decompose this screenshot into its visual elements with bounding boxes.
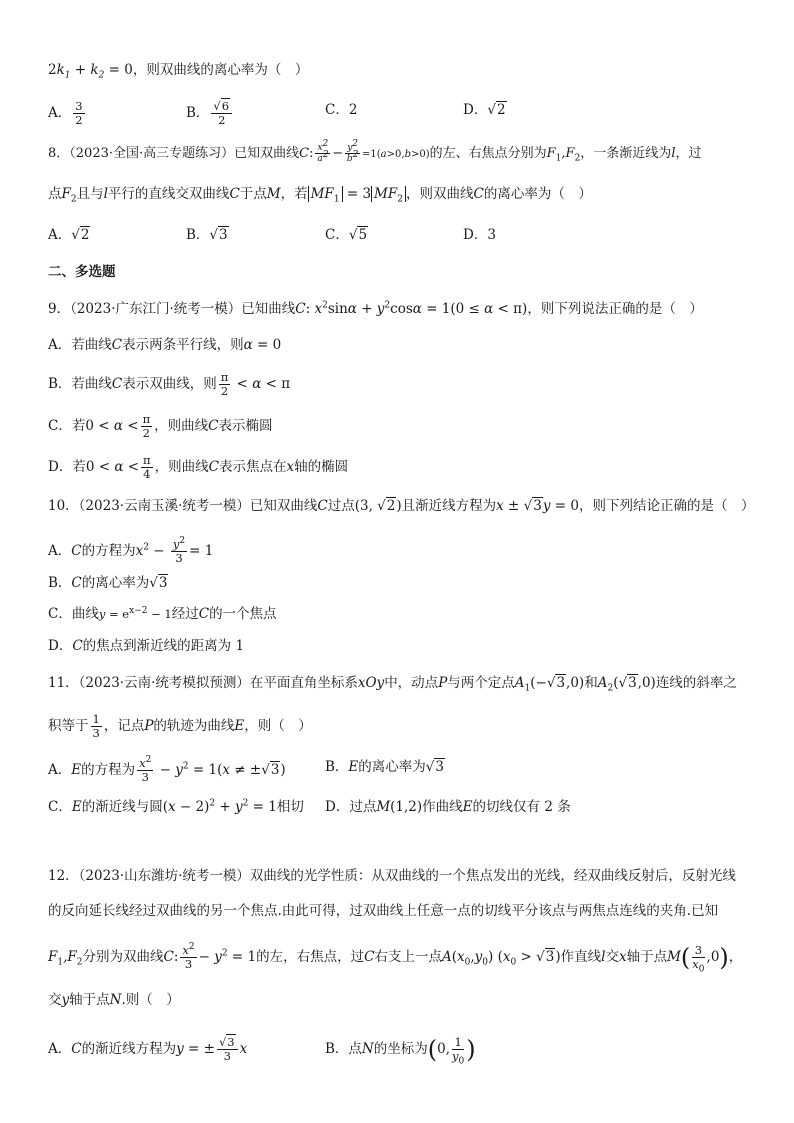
q8-line-1: 8．（2023·全国·高三专题练习）已知双曲线C: $\frac{x^2}{a^2}$ − $\frac{y^2}{b^2}$ =1(a>0,b>0)的左、右焦点分别为$F_1,F_2$，一条渐近线为l，过 [48, 139, 702, 164]
q8-hyperbola-equation: C: $\frac{x^2}{a^2}$ − $\frac{y^2}{b^2}$ =1(a>0,b>0) [299, 139, 430, 164]
q11-option-b: B．E的离心率为√3 [325, 759, 444, 775]
q10-option-b: B．C的离心率为√3 [48, 575, 168, 591]
q12-stem-line-2: 的反向延长线经过双曲线的另一个焦点.由此可得，过双曲线上任意一点的切线平分该点与两焦点连线的夹角.已知 [48, 903, 719, 919]
q11-option-d: D．过点M(1,2)作曲线E的切线仅有 2 条 [325, 799, 571, 815]
q8-option-c: C．√5 [325, 227, 368, 243]
q8-option-a: A．√2 [48, 227, 90, 243]
q8-line-2: 点$F_2$且与l平行的直线交双曲线C于点M，若 $MF_1 = 3$ $MF_2$ ，则双曲线C的离心率为（ ） [48, 186, 592, 205]
q7-condition-formula: $2k_1 + k_2 = 0$ [48, 62, 133, 81]
q10-option-c: C．曲线$y = e^{x-2} - 1$经过C的一个焦点 [48, 606, 277, 622]
q11-option-c: C．E的渐近线与圆$(x - 2)^2 + y^2 = 1$相切 [48, 798, 304, 815]
q9-stem: 9．（2023·广东江门·统考一模）已知曲线C: $x^2\sin\alpha + y^2\cos\alpha = 1(0 \le \alpha < \pi)$，则下列说法正确的是（ ） [48, 300, 703, 317]
q8-distance-condition: $MF_1 = 3$ $MF_2$ [308, 186, 406, 202]
q12-stem-line-4: 交y轴于点N.则（ ） [48, 992, 180, 1008]
q9-curve-equation: C: $x^2\sin\alpha + y^2\cos\alpha = 1(0 \le \alpha < \pi)$ [295, 300, 528, 317]
q9-option-d: D．若0 < α < $\frac{\pi}{4}$ ，则曲线C表示焦点在x轴的椭圆 [48, 453, 349, 481]
q11-stem-line-1: 11．（2023·云南·统考模拟预测）在平面直角坐标系xOy中，动点P与两个定点$A_1(-√3,0)$和$A_2(√3,0)$连线的斜率之 [48, 675, 737, 694]
q9-option-b: B．若曲线C表示双曲线，则 $\frac{\pi}{2}$ < α < π [48, 370, 291, 398]
q7-a-fraction: $\frac{3}{2}$ [75, 99, 83, 127]
q10-stem: 10．（2023·云南玉溪·统考一模）已知双曲线C过点(3, √2)且渐近线方程为x ± √3y = 0，则下列结论正确的是（ ） [48, 498, 755, 514]
section-heading: 二、多选题 [48, 264, 116, 280]
q12-option-a: A．C的渐近线方程为y = ± $\frac{√3}{3}$ x [48, 1035, 248, 1063]
q8-option-b: B．√3 [186, 227, 228, 243]
q7-b-fraction: $\frac{√6}{2}$ [211, 100, 232, 127]
q7-option-a: A． $\frac{3}{2}$ [48, 99, 83, 127]
q10-option-d: D．C的焦点到渐近线的距离为 1 [48, 638, 245, 654]
q11-option-a: A．E的方程为 $\frac{x^2}{3}$ − $y^2 = 1(x \ne \pm√3)$ [48, 755, 286, 784]
q9-option-a: A．若曲线C表示两条平行线，则α = 0 [48, 337, 282, 353]
q7-option-d: D．√2 [463, 102, 506, 118]
q12-stem-line-1: 12．（2023·山东潍坊·统考一模）双曲线的光学性质：从双曲线的一个焦点发出的光线，经双曲线反射后，反射光线 [48, 868, 736, 884]
q10-option-a: A．C的方程为$x^2$ − $\frac{y^2}{3}$ = 1 [48, 536, 214, 565]
q11-stem-line-2: 积等于 $\frac{1}{3}$ ，记点P的轨迹为曲线E，则（ ） [48, 712, 312, 740]
q9-option-c: C．若0 < α < $\frac{\pi}{2}$ ，则曲线C表示椭圆 [48, 412, 273, 440]
q7-option-b: B． $\frac{√6}{2}$ [186, 100, 234, 127]
q7-condition-line [48, 60, 308, 80]
q7-option-c: C．2 [325, 102, 358, 118]
q8-option-d: D．3 [463, 227, 496, 243]
q12-option-b: B．点N的坐标为(0, $\frac{1}{y_0}$ ) [325, 1035, 476, 1067]
q7-tail-text: ，则双曲线的离心率为（ ） [132, 62, 309, 78]
q12-stem-line-3: $F_1,F_2$分别为双曲线C: $\frac{x^2}{3}$ − $y^2 = 1$的左，右焦点，过C右支上一点$A(x_0,y_0) (x_0 > √3)$作直线l交x轴于点M( $\frac{3}{x_0}$ ,0)， [48, 942, 743, 975]
